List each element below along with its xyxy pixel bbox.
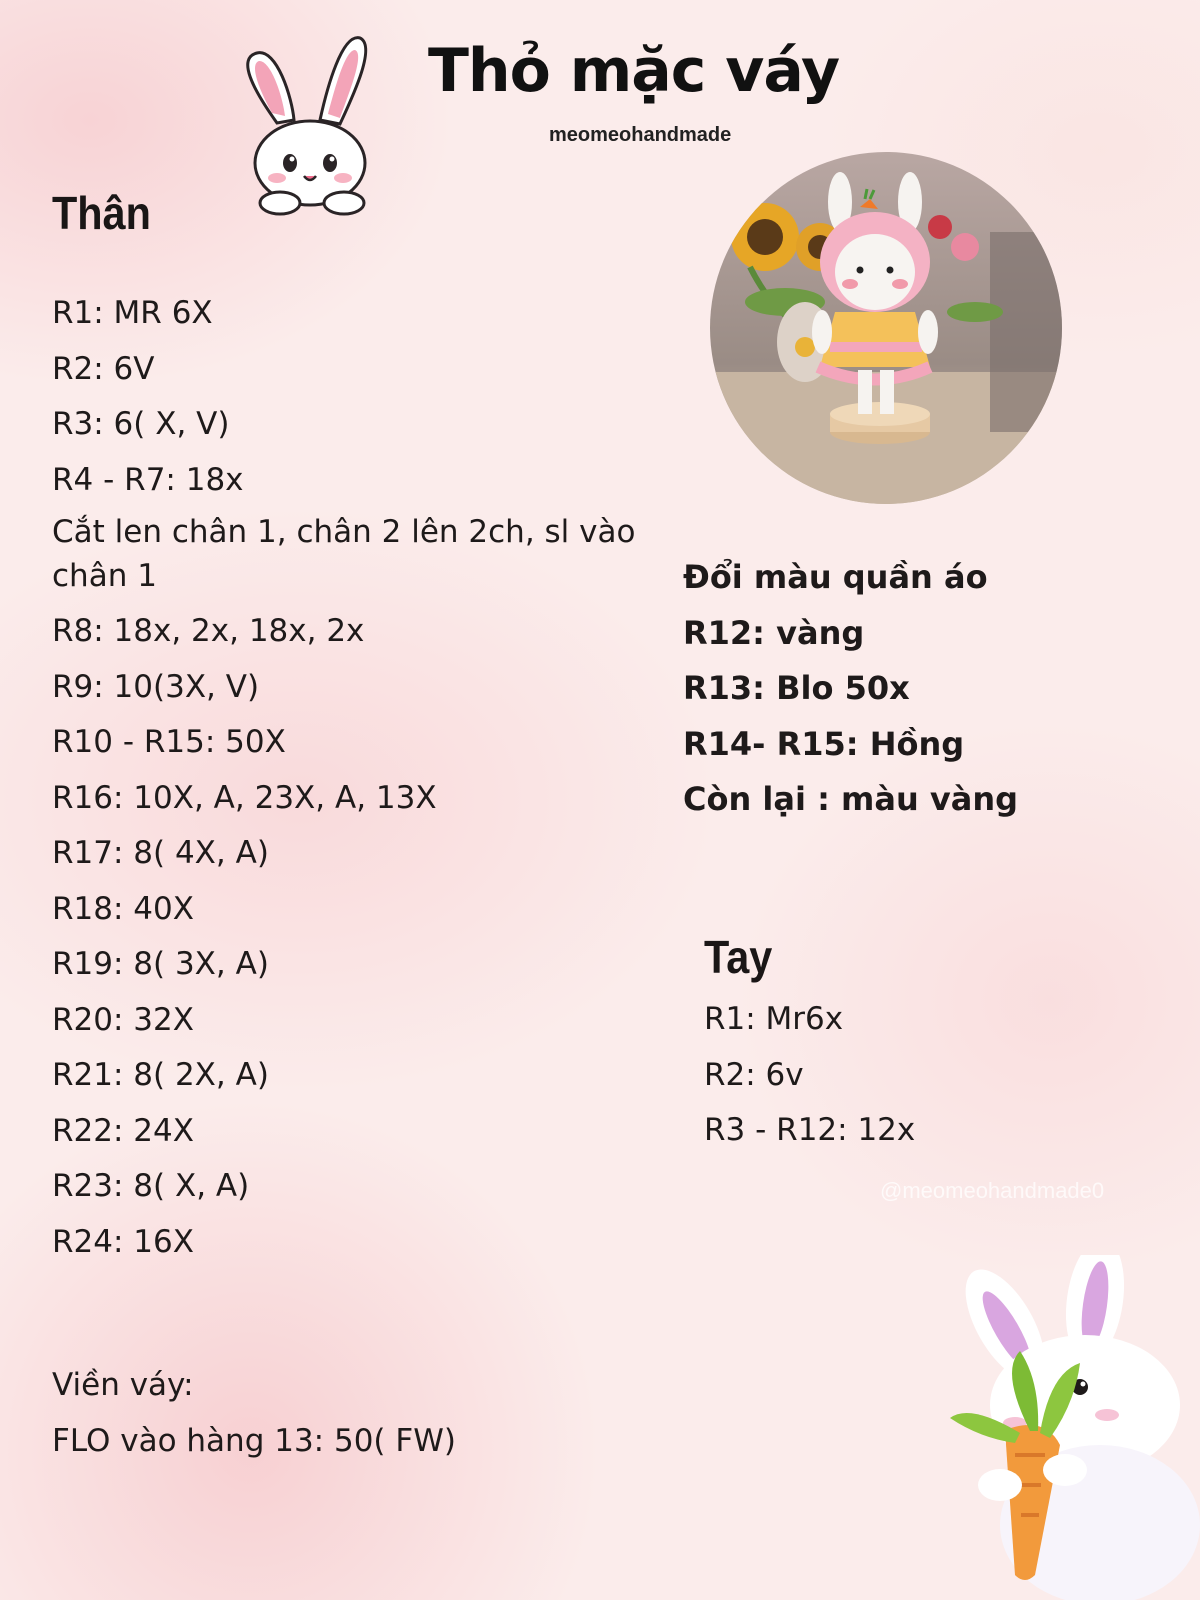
color-change-row: R13: Blo 50x	[683, 669, 910, 707]
pattern-row: R17: 8( 4X, A)	[52, 835, 269, 871]
color-change-list	[683, 550, 1018, 828]
pattern-row: R23: 8( X, A)	[52, 1168, 250, 1204]
product-photo	[710, 152, 1062, 504]
pattern-row: R22: 24X	[52, 1112, 194, 1149]
bunny-illustration-top	[232, 28, 382, 218]
watermark-text: @meomeohandmade0	[880, 1178, 1105, 1203]
skirt-edge-label: Viền váy:	[52, 1367, 194, 1403]
pattern-row: R9: 10(3X, V)	[52, 668, 260, 705]
pattern-row: R10 - R15: 50X	[52, 724, 286, 760]
pattern-row: R4 - R7: 18x	[52, 461, 244, 498]
pattern-row: R24: 16X	[52, 1223, 194, 1260]
pattern-row: R20: 32X	[52, 1001, 194, 1038]
section-heading-body: Thân	[52, 187, 151, 239]
bunny-carrot-illustration	[935, 1255, 1200, 1600]
pattern-row: R16: 10X, A, 23X, A, 13X	[52, 779, 437, 816]
pattern-row: R19: 8( 3X, A)	[52, 946, 269, 982]
skirt-edge-instruction: FLO vào hàng 13: 50( FW)	[52, 1422, 456, 1459]
color-change-row: R12: vàng	[683, 613, 865, 652]
pattern-note: Cắt len chân 1, chân 2 lên 2ch, sl vào chân 1	[52, 514, 636, 594]
pattern-row: R3 - R12: 12x	[704, 1112, 916, 1148]
pattern-row: R2: 6v	[704, 1056, 804, 1093]
page-title: Thỏ mặc váy	[428, 36, 840, 106]
section-heading-arm: Tay	[704, 931, 773, 983]
pattern-row: R2: 6V	[52, 350, 155, 387]
author-handle: meomeohandmade	[549, 124, 732, 146]
skirt-edge-block	[52, 1358, 456, 1469]
color-change-row: Còn lại : màu vàng	[683, 780, 1018, 818]
pattern-row: R3: 6( X, V)	[52, 406, 230, 442]
color-change-title: Đổi màu quần áo	[683, 558, 988, 596]
pattern-row: R18: 40X	[52, 890, 194, 927]
pattern-row: R1: Mr6x	[704, 1001, 844, 1037]
arm-pattern-list	[704, 992, 915, 1159]
body-pattern-list	[52, 286, 662, 1270]
pattern-row: R1: MR 6X	[52, 295, 213, 331]
pattern-row: R21: 8( 2X, A)	[52, 1057, 269, 1093]
pattern-row: R8: 18x, 2x, 18x, 2x	[52, 613, 365, 649]
color-change-row: R14- R15: Hồng	[683, 724, 965, 763]
